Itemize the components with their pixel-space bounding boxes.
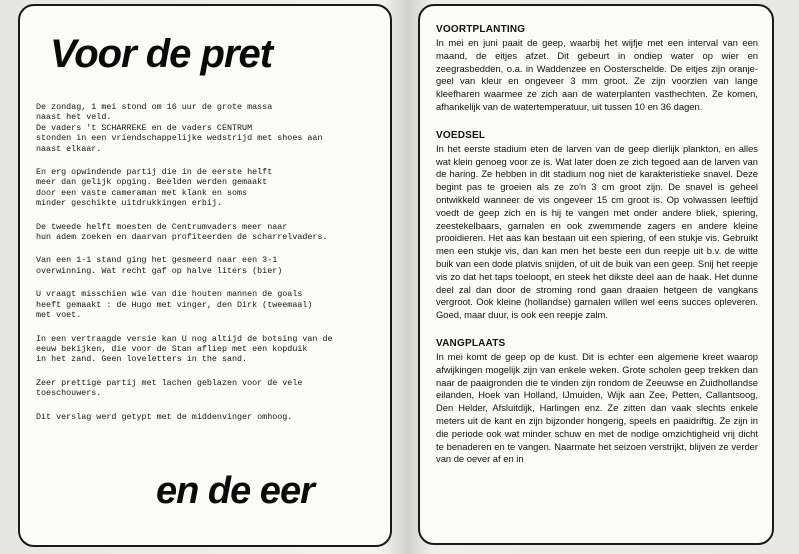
body-voedsel: In het eerste stadium eten de larven van de geep dierlijk plankton, en alles wat klein genoeg voor ze is. Wat later doen ze zich tegoed aan de larven van de haring. Ze hebben in dit stadium nog niet de karakteristieke snavel. Deze begint pas te groeien als ze zo'n 3 cm groot zijn. De snavel is geheel ontwikkeld wanneer de vis ongeveer 15 cm groot is. Op volwassen leeftijd voedt de geep zich en is hij te vangen met onder andere bliek, spiering, zeestekelbaars, garnalen en ook zwemmende zagers en andere kleine prooidieren. Het aas kan bestaan uit een spiering, of een stukje vis. Gebruikt men een stukje vis, dan kan men het beste een dun reepje uit b.v. de witte buik van een dode platvis snijden, of uit de buik van een geep. Snij het reepje vis zo dat het taps toeloopt, en steek het dikste deel aan de haak. Het dunne deel zal dan door de stroming rond gaan draaien hetgeen de vangkans vergroot. Ook kleine (hollandse) garnalen willen wel eens succes opleveren. Goed, maar duur, is ook een reepje zalm. — [436, 142, 758, 321]
report-paragraph-5: U vraagt misschien wie van die houten mannen de goals heeft gemaakt : de Hugo met vinger, den Dirk (tweemaal) met voet. — [36, 289, 313, 321]
body-voortplanting: In mei en juni paait de geep, waarbij het wijfje met een interval van een maand, de eitjes afzet. Dit gebeurt in ondiep water op wier en zeegrasbedden, o.a. in Waddenzee en Oosterschelde. De eitjes zijn oranje-geel van kleur en ongeveer 3 mm groot. Ze zijn voorzien van lange kleefharen waarmee ze zich aan de waterplanten vasthechten. Ze komen, afhankelijk van de watertemperatuur, uit tussen 10 en 36 dagen. — [436, 37, 758, 112]
body-vangplaats: In mei komt de geep op de kust. Dit is echter een algemene kreet waarop afwijkingen mogelijk zijn van enkele weken. Grote scholen geep trekken dan naar de paaigronden die te vinden zijn rondom de Zeeuwse en Zuidhollandse eilanden, Hoek van Holland, IJmuiden, Wijk aan Zee, Petten, Callantsoog, Den Helder, Afsluitdijk, Harlingen enz. Ze zitten dan vaak slechts enkele meters uit de kant en zijn bijzonder hongerig, speels en paaidriftig. Ze zijn in die periode ook wat minder schuw en met de nodige omzichtigheid vrij dicht te benaderen en te vangen. Naarmate het seizoen verstrijkt, blijven ze verder van de oever af en in — [436, 350, 758, 465]
title-voor-de-pret: Voor de pret — [50, 32, 273, 76]
title-en-de-eer: en de eer — [156, 470, 314, 512]
report-paragraph-6: In een vertraagde versie kan U nog altijd de botsing van de eeuw bekijken, die voor de Stan afliep met een kopduik in het zand. Geen loveletters in the sand. — [36, 333, 333, 365]
report-paragraph-4: Van een 1-1 stand ging het gesmeerd naar een 3-1 overwinning. Wat recht gaf op halve liters (bier) — [36, 255, 283, 276]
match-report — [36, 102, 388, 435]
right-page-panel — [418, 4, 774, 545]
heading-voedsel: VOEDSEL — [436, 129, 486, 141]
heading-voortplanting: VOORTPLANTING — [436, 24, 526, 35]
report-paragraph-3: De tweede helft moesten de Centrumvaders meer naar hun adem zoeken en daarvan profiteerden de scharrelvaders. — [36, 221, 328, 243]
heading-vangplaats: VANGPLAATS — [436, 337, 506, 349]
report-paragraph-7: Zeer prettige partij met lachen geblazen voor de vele toeschouwers. — [36, 377, 303, 399]
report-paragraph-1: De zondag, 1 mei stond om 16 uur de grote massa naast het veld. De vaders 't SCHARREKE en de vaders CENTRUM stonden in een vriendschappelijke wedstrijd met shoes aan naast elkaar. — [36, 102, 323, 154]
left-page-panel — [18, 4, 392, 547]
report-paragraph-8: Dit verslag werd getypt met de middenvinger omhoog. — [36, 411, 293, 422]
report-paragraph-2: En erg opwindende partij die in de eerste helft meer dan gelijk opging. Beelden werden gemaakt door een vaste cameraman met klank en soms minder geschikte uitdrukkingen erbij. — [36, 167, 273, 209]
